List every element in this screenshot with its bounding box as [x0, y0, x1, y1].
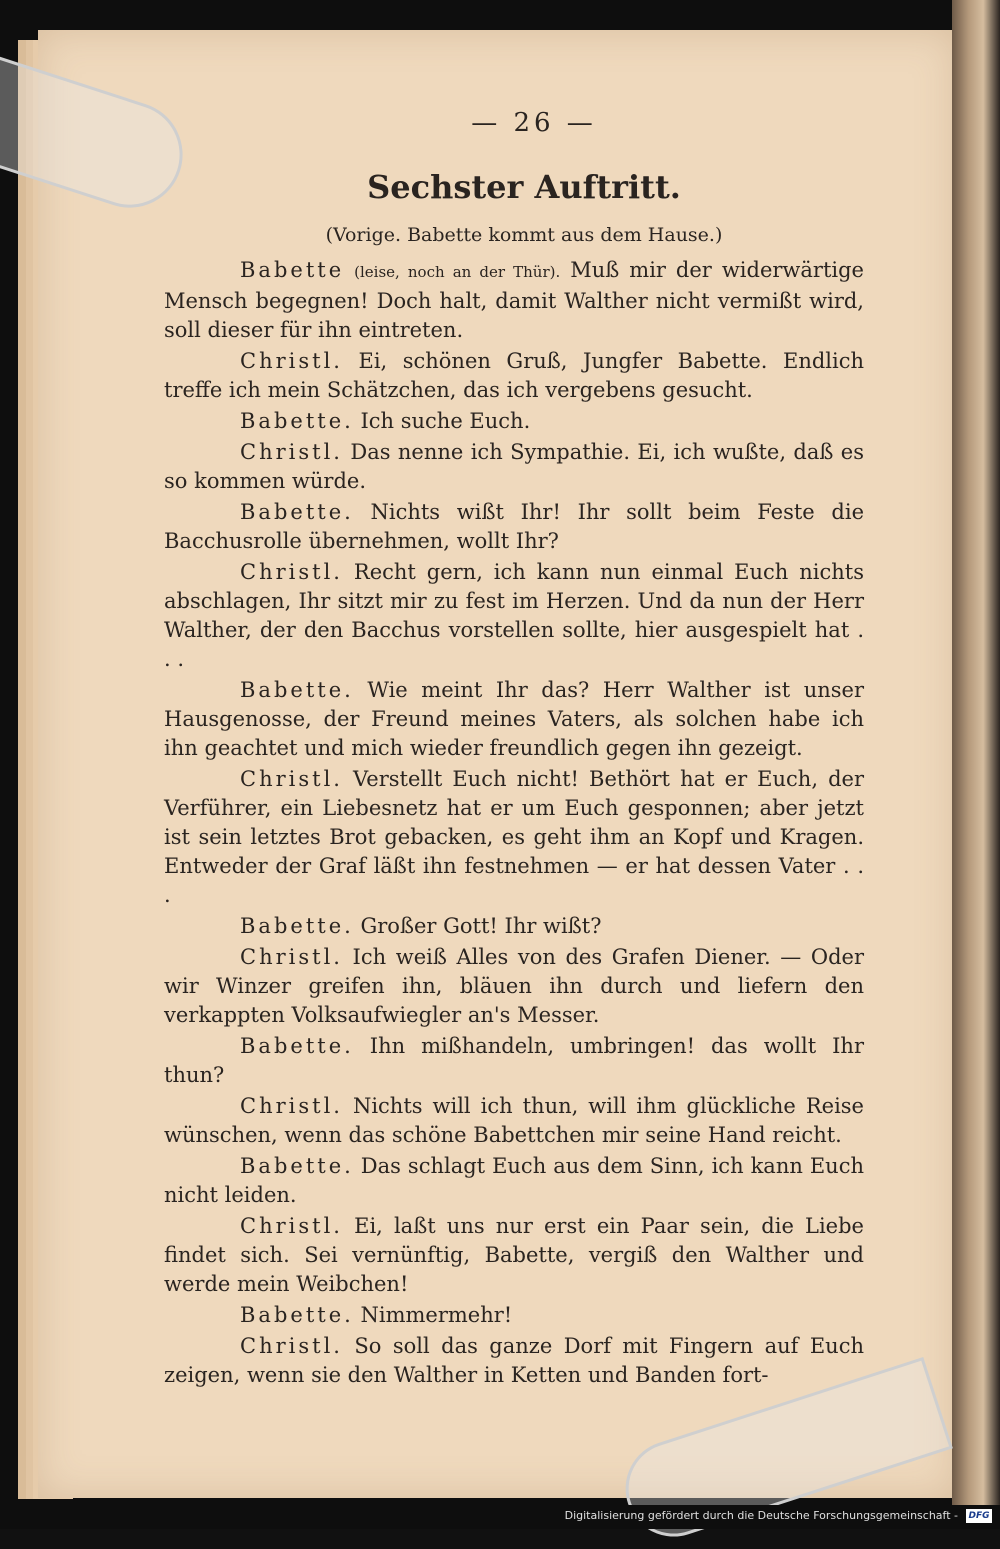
speech: [164, 256, 864, 345]
speaker-name: Babette: [240, 258, 345, 282]
speech-text: Das nenne ich Sympathie. Ei, ich wußte, daß es so kommen würde.: [164, 440, 864, 493]
speech-text: Nichts will ich thun, will ihm glückliche Reise wünschen, wenn das schöne Babettchen mir seine Hand reicht.: [164, 1094, 864, 1147]
speaker-name: Babette.: [240, 1303, 354, 1327]
speech: [164, 1332, 864, 1390]
page-number: — 26 —: [471, 108, 597, 138]
speech: [164, 765, 864, 910]
speech: [164, 1152, 864, 1210]
speech-text: So soll das ganze Dorf mit Fingern auf Euch zeigen, wenn sie den Walther in Ketten und Banden fort-: [164, 1334, 864, 1387]
speaker-name: Christl.: [240, 560, 343, 584]
speech: [164, 943, 864, 1030]
funding-notice: Digitalisierung gefördert durch die Deutsche Forschungsgemeinschaft -: [564, 1509, 958, 1522]
speech: [164, 407, 864, 436]
speech-text: Nimmermehr!: [353, 1303, 513, 1327]
scene-title: Sechster Auftritt.: [367, 168, 681, 206]
speaker-name: Babette.: [240, 1154, 354, 1178]
speech: [164, 1032, 864, 1090]
speaker-name: Babette.: [240, 409, 354, 433]
speech-text: Muß mir der widerwärtige Mensch begegnen! Doch halt, damit Walther nicht vermißt wird, soll dieser für ihn eintreten.: [164, 258, 864, 342]
speaker-name: Babette.: [240, 500, 354, 524]
speech: [164, 347, 864, 405]
speech-text: Recht gern, ich kann nun einmal Euch nichts abschlagen, Ihr sitzt mir zu fest im Herzen. Und da nun der Herr Walther, der den Bacchus vorstellen sollte, hier ausgespielt hat . . .: [164, 560, 864, 671]
speaker-name: Christl.: [240, 1334, 343, 1358]
speech-text: Wie meint Ihr das? Herr Walther ist unser Hausgenosse, der Freund meines Vaters, als solchen habe ich ihn geachtet und mich wieder freundlich gegen ihn gezeigt.: [164, 678, 864, 760]
speaker-name: Christl.: [240, 1094, 343, 1118]
speaker-name: Christl.: [240, 945, 343, 969]
speech: [164, 1301, 864, 1330]
speech-text: Das schlagt Euch aus dem Sinn, ich kann Euch nicht leiden.: [164, 1154, 864, 1207]
speech-text: Nichts wißt Ihr! Ihr sollt beim Feste die Bacchusrolle übernehmen, wollt Ihr?: [164, 500, 864, 553]
speech-text: Ich suche Euch.: [353, 409, 531, 433]
speech: [164, 498, 864, 556]
speaker-name: Babette.: [240, 1034, 354, 1058]
speech: [164, 676, 864, 763]
footer: [0, 1505, 1000, 1529]
stage-direction: (Vorige. Babette kommt aus dem Hause.): [325, 224, 723, 246]
page-content: [164, 108, 864, 1392]
speech: [164, 438, 864, 496]
speaker-name: Christl.: [240, 349, 343, 373]
speech-text: Ich weiß Alles von des Grafen Diener. — Oder wir Winzer greifen ihn, bläuen ihn durch und liefern den verkappten Volksaufwiegler an's Messer.: [164, 945, 864, 1027]
speech: [164, 1092, 864, 1150]
speaker-name: Christl.: [240, 767, 343, 791]
speaker-direction: (leise, noch an der Thür).: [354, 263, 561, 281]
speech: [164, 558, 864, 674]
speaker-name: Babette.: [240, 914, 354, 938]
speech-text: Großer Gott! Ihr wißt?: [353, 914, 602, 938]
speaker-name: Christl.: [240, 440, 343, 464]
speech-text: Ei, laßt uns nur erst ein Paar sein, die Liebe findet sich. Sei vernünftig, Babette, vergiß den Walther und werde mein Weibchen!: [164, 1214, 864, 1296]
dfg-logo: DFG: [966, 1509, 992, 1523]
speech-text: Verstellt Euch nicht! Bethört hat er Euch, der Verführer, ein Liebesnetz hat er um Euch gesponnen; aber jetzt ist sein letztes Brot gebacken, es geht ihm an Kopf und Kragen. Entweder der Graf läßt ihn festnehmen — er hat dessen Vater . . .: [164, 767, 864, 907]
book-binding: [952, 0, 1000, 1529]
speech: [164, 912, 864, 941]
speaker-name: Christl.: [240, 1214, 343, 1238]
dialogue: [164, 256, 864, 1390]
speech: [164, 1212, 864, 1299]
speech-text: Ihn mißhandeln, umbringen! das wollt Ihr thun?: [164, 1034, 864, 1087]
speaker-name: Babette.: [240, 678, 354, 702]
speech-text: Ei, schönen Gruß, Jungfer Babette. Endlich treffe ich mein Schätzchen, das ich vergebens gesucht.: [164, 349, 864, 402]
